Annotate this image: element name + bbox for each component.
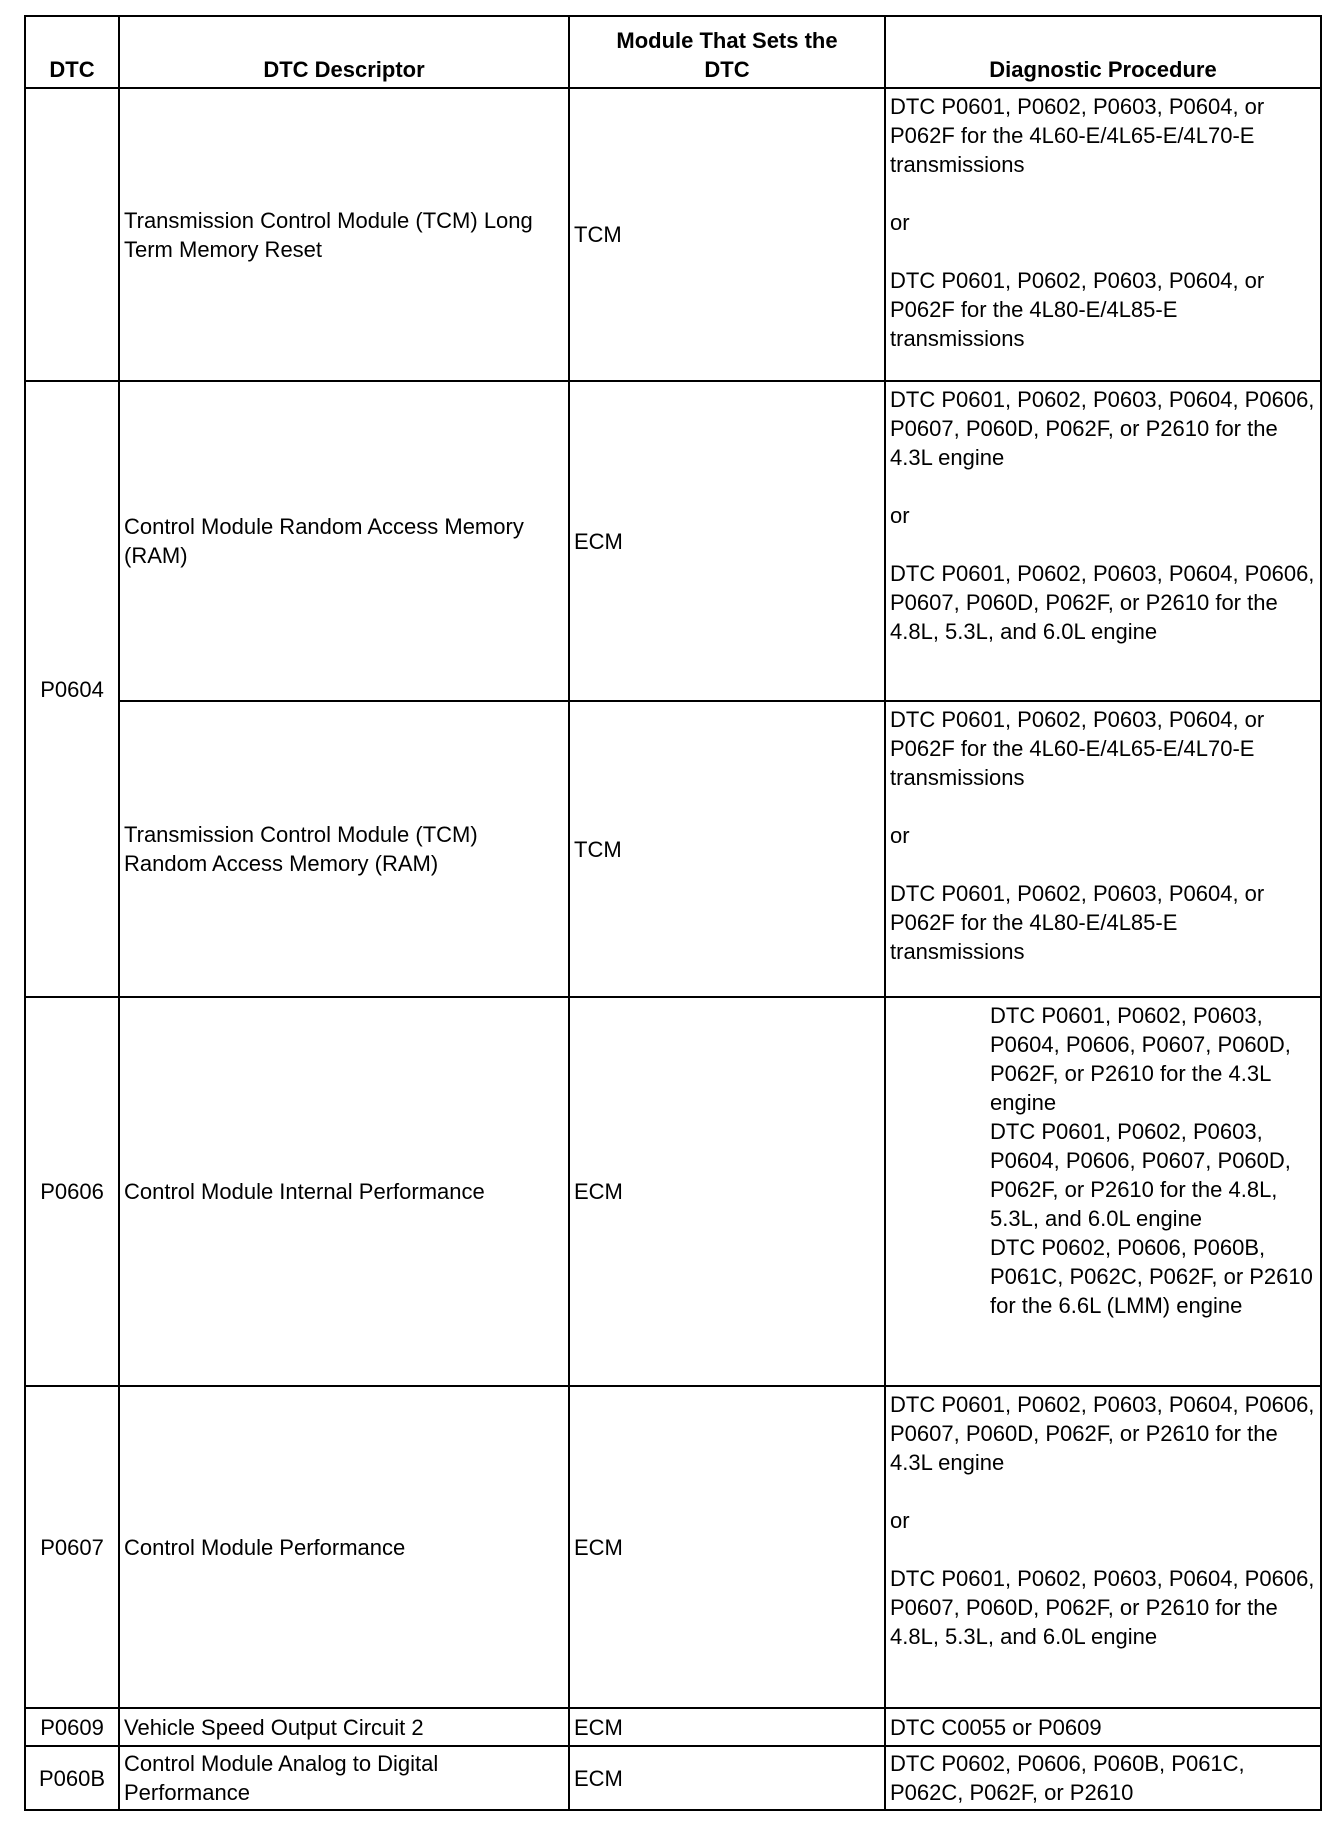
dtc-cell-empty — [25, 88, 119, 381]
table-row — [25, 1708, 1321, 1746]
procedure-or: or — [890, 503, 910, 528]
table-row — [25, 1746, 1321, 1810]
procedure-or: or — [890, 210, 910, 235]
dtc-cell: P0609 — [25, 1708, 119, 1746]
procedure-cell — [885, 1386, 1321, 1708]
descriptor-cell: Control Module Internal Performance — [119, 997, 569, 1386]
table-row — [25, 88, 1321, 381]
procedure-cell: DTC P0602, P0606, P060B, P061C, P062C, P062F, or P2610 — [885, 1746, 1321, 1810]
module-cell: ECM — [569, 1708, 885, 1746]
procedure-cell — [885, 381, 1321, 701]
procedure-text: DTC P0601, P0602, P0603, P0604, P0606, P0607, P060D, P062F, or P2610 for the 4.3L engine — [990, 1003, 1291, 1115]
table-row — [25, 701, 1321, 997]
dtc-cell: P0604 — [25, 381, 119, 997]
header-row — [25, 16, 1321, 88]
module-cell: ECM — [569, 997, 885, 1386]
procedure-cell — [885, 88, 1321, 381]
dtc-cell: P060B — [25, 1746, 119, 1810]
procedure-cell: DTC C0055 or P0609 — [885, 1708, 1321, 1746]
dtc-table — [24, 15, 1322, 1811]
procedure-text: DTC P0601, P0602, P0603, P0604, P0606, P0607, P060D, P062F, or P2610 for the 4.3L engine — [890, 1392, 1315, 1475]
module-cell: ECM — [569, 1386, 885, 1708]
descriptor-cell: Vehicle Speed Output Circuit 2 — [119, 1708, 569, 1746]
module-cell: ECM — [569, 381, 885, 701]
table-row — [25, 997, 1321, 1386]
descriptor-cell: Transmission Control Module (TCM) Random Access Memory (RAM) — [119, 701, 569, 997]
descriptor-cell: Control Module Random Access Memory (RAM) — [119, 381, 569, 701]
dtc-cell: P0606 — [25, 997, 119, 1386]
descriptor-cell: Transmission Control Module (TCM) Long Term Memory Reset — [119, 88, 569, 381]
procedure-or: or — [890, 1508, 910, 1533]
descriptor-cell: Control Module Analog to Digital Performance — [119, 1746, 569, 1810]
header-descriptor: DTC Descriptor — [119, 16, 569, 88]
procedure-cell — [885, 701, 1321, 997]
procedure-text: DTC P0601, P0602, P0603, P0604, or P062F for the 4L80-E/4L85-E transmissions — [890, 881, 1265, 964]
module-cell: TCM — [569, 88, 885, 381]
module-cell: TCM — [569, 701, 885, 997]
procedure-text: DTC P0602, P0606, P060B, P061C, P062C, P062F, or P2610 for the 6.6L (LMM) engine — [990, 1235, 1313, 1318]
descriptor-cell: Control Module Performance — [119, 1386, 569, 1708]
header-dtc: DTC — [25, 16, 119, 88]
procedure-cell — [885, 997, 1321, 1386]
procedure-or: or — [890, 823, 910, 848]
procedure-text: DTC P0601, P0602, P0603, P0604, P0606, P0607, P060D, P062F, or P2610 for the 4.8L, 5.3L, and 6.0L engine — [990, 1119, 1291, 1231]
dtc-cell: P0607 — [25, 1386, 119, 1708]
procedure-text: DTC P0601, P0602, P0603, P0604, P0606, P0607, P060D, P062F, or P2610 for the 4.8L, 5.3L, and 6.0L engine — [890, 561, 1315, 644]
table-row — [25, 1386, 1321, 1708]
procedure-text: DTC P0601, P0602, P0603, P0604, or P062F for the 4L60-E/4L65-E/4L70-E transmissions — [890, 94, 1265, 177]
dtc-table-page — [24, 15, 1320, 1811]
procedure-text: DTC P0601, P0602, P0603, P0604, P0606, P0607, P060D, P062F, or P2610 for the 4.8L, 5.3L, and 6.0L engine — [890, 1566, 1315, 1649]
module-cell: ECM — [569, 1746, 885, 1810]
header-module: Module That Sets the DTC — [569, 16, 885, 88]
procedure-text: DTC P0601, P0602, P0603, P0604, or P062F for the 4L80-E/4L85-E transmissions — [890, 268, 1265, 351]
table-row — [25, 381, 1321, 701]
procedure-text: DTC P0601, P0602, P0603, P0604, P0606, P0607, P060D, P062F, or P2610 for the 4.3L engine — [890, 387, 1315, 470]
procedure-text: DTC P0601, P0602, P0603, P0604, or P062F for the 4L60-E/4L65-E/4L70-E transmissions — [890, 707, 1265, 790]
header-procedure: Diagnostic Procedure — [885, 16, 1321, 88]
